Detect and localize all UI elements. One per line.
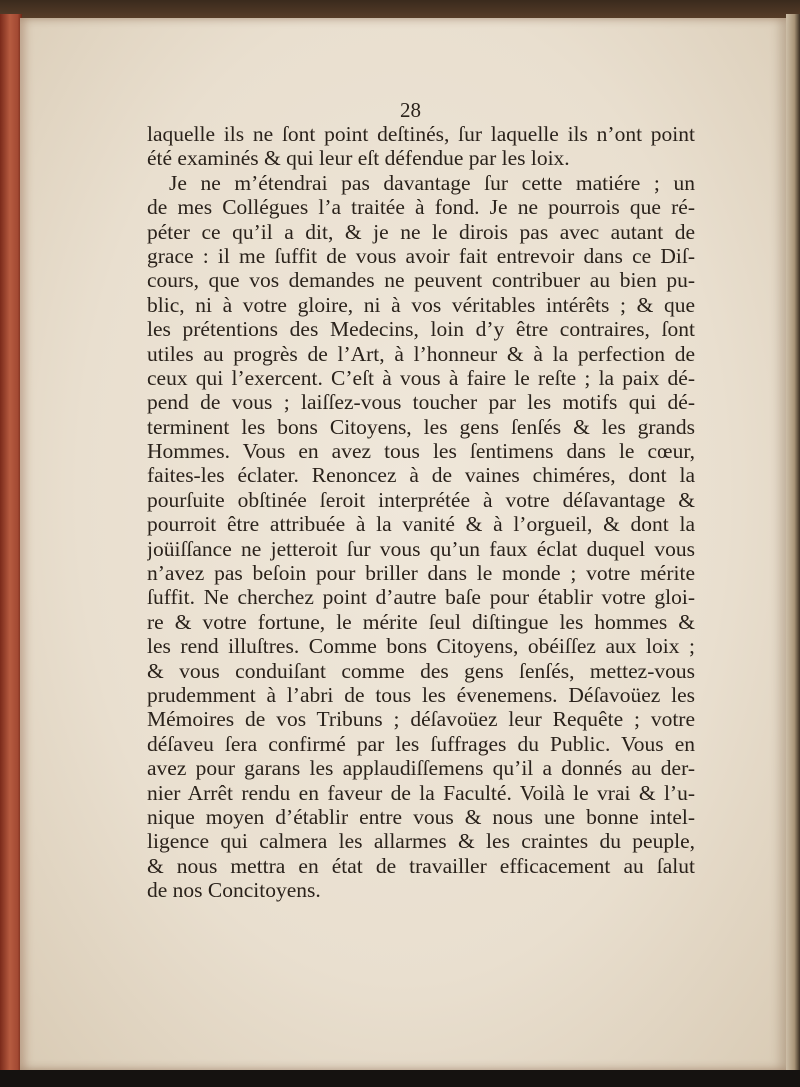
scan-bottom-border [0,1070,800,1087]
text-line: utiles au progrès de l’Art, à l’honneur & à la perfection de [147,341,695,366]
text-line: ceux qui l’exercent. C’eſt à vous à faire le reſte ; la paix dé- [147,365,695,390]
text-line: de mes Collégues l’a traitée à fond. Je ne pourrois que ré- [147,195,695,220]
body-text [147,122,695,903]
text-line: les prétentions des Medecins, loin d’y être contraires, ſont [147,317,695,342]
text-line: prudemment à l’abri de tous les évenemens. Déſavoüez les [147,682,695,707]
text-line: avez pour garans les applaudiſſemens qu’il a donnés au der- [147,756,695,781]
text-line: joüiſſance ne jetteroit ſur vous qu’un faux éclat duquel vous [147,536,695,561]
text-line: été examinés & qui leur eſt défendue par les loix. [147,146,570,171]
text-line: pourroit être attribuée à la vanité & à l’orgueil, & dont la [147,512,695,537]
text-line: les rend illuſtres. Comme bons Citoyens, obéiſſez aux loix ; [147,634,695,659]
text-line: blic, ni à votre gloire, ni à vos véritables intérêts ; & que [147,292,695,317]
text-line: Hommes. Vous en avez tous les ſentimens dans le cœur, [147,439,695,464]
text-line: nique moyen d’établir entre vous & nous une bonne intel- [147,804,695,829]
text-line: grace : il me ſuffit de vous avoir fait entrevoir dans ce Diſ- [147,243,695,268]
book-red-edge [0,14,22,1072]
text-line: pourſuite obſtinée ſeroit interprétée à votre déſavantage & [147,487,695,512]
text-line: laquelle ils ne ſont point deſtinés, ſur laquelle ils n’ont point [147,122,695,146]
text-line: ſuffit. Ne cherchez point d’autre baſe pour établir votre gloi- [147,585,695,610]
text-line: re & votre fortune, le mérite ſeul diſtingue les hommes & [147,609,695,634]
text-line: de nos Concitoyens. [147,878,321,903]
text-line: & nous mettra en état de travailler efficacement au ſalut [147,853,695,878]
text-line: Je ne m’étendrai pas davantage ſur cette matiére ; un [169,170,695,195]
text-line: terminent les bons Citoyens, les gens ſenſés & les grands [147,414,695,439]
page-gutter-edge [786,14,800,1074]
page-number: 28 [400,98,421,122]
text-line: ligence qui calmera les allarmes & les craintes du peuple, [147,829,695,854]
scan-top-border [0,0,800,20]
text-line: nier Arrêt rendu en faveur de la Faculté. Voilà le vrai & l’u- [147,780,695,805]
text-line: faites-les éclater. Renoncez à de vaines chiméres, dont la [147,463,695,488]
text-line: pend de vous ; laiſſez-vous toucher par les motifs qui dé- [147,390,695,415]
text-line: Mémoires de vos Tribuns ; déſavoüez leur Requête ; votre [147,707,695,732]
text-line: déſaveu ſera confirmé par les ſuffrages du Public. Vous en [147,731,695,756]
text-line: & vous conduiſant comme des gens ſenſés, mettez-vous [147,658,695,683]
text-line: cours, que vos demandes ne peuvent contribuer au bien pu- [147,268,695,293]
text-line: péter ce qu’il a dit, & je ne le dirois pas avec autant de [147,219,695,244]
text-line: n’avez pas beſoin pour briller dans le monde ; votre mérite [147,561,695,586]
